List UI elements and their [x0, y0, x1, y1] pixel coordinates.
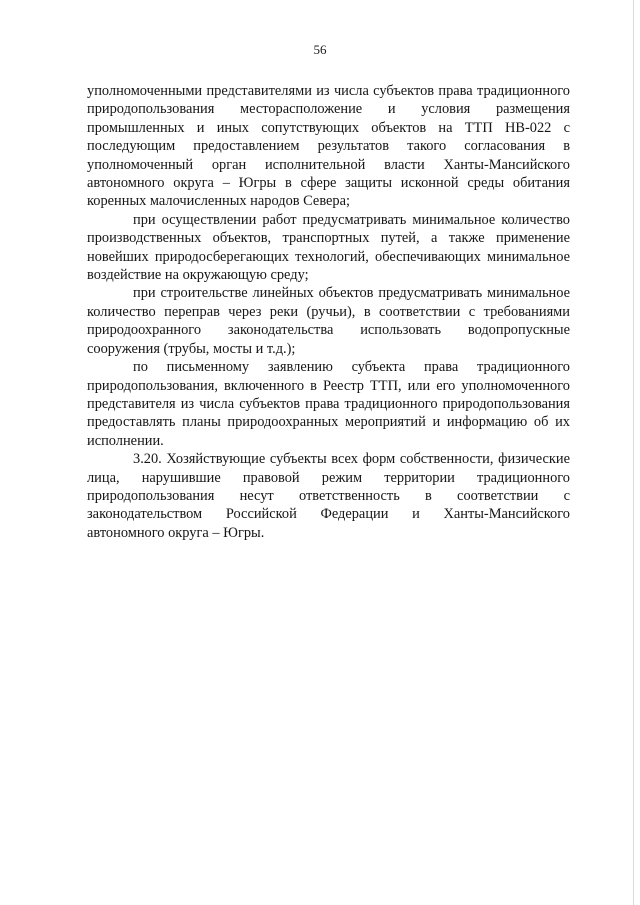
paragraph-works-minimal-objects: при осуществлении работ предусматривать минимальное количество производственных объектов, транспортных путей, а также применение новейших природосберегающих технологий, обеспечивающих минимальное воздействие на окружающую среду; [87, 211, 570, 284]
paragraph-3-20-liability: 3.20. Хозяйствующие субъекты всех форм собственности, физические лица, нарушившие правовой режим территории традиционного природопользования несут ответственность в соответствии с законодательством Российской Федерации и Ханты-Мансийского автономного округа – Югры. [87, 451, 570, 541]
document-body [87, 82, 570, 542]
paragraph-continuation: уполномоченными представителями из числа субъектов права традиционного природопользования месторасположение и условия размещения промышленных и иных сопутствующих объектов на ТТП НВ-022 с последующим предоставлением результатов такого согласования в уполномоченный орган исполнительной власти Ханты-Мансийского автономного округа – Югры в сфере защиты исконной среды обитания коренных малочисленных народов Севера; [87, 83, 570, 210]
page-number: 56 [313, 42, 327, 57]
scan-edge-line [633, 0, 634, 905]
paragraph-linear-objects: при строительстве линейных объектов предусматривать минимальное количество переправ через реки (ручьи), в соответствии с требованиями природоохранного законодательства использовать водопропускные сооружения (трубы, мосты и т.д.); [87, 285, 570, 357]
paragraph-written-request: по письменному заявлению субъекта права традиционного природопользования, включенного в Реестр ТТП, или его уполномоченного представителя из числа субъектов права традиционного природопользования предоставлять планы природоохранных мероприятий и информацию об их исполнении. [87, 359, 570, 449]
